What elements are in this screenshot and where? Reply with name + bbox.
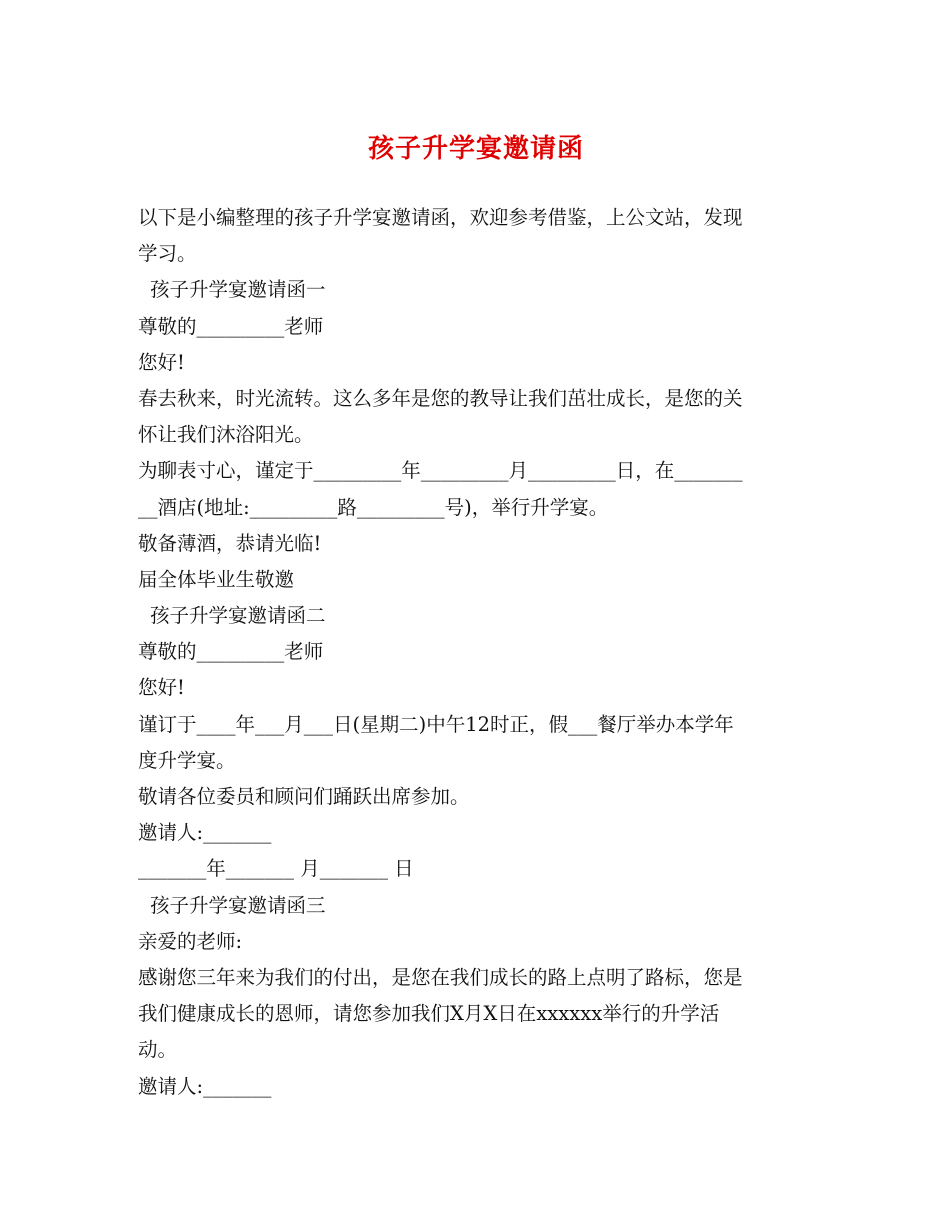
- salutation-line: 亲爱的老师:: [138, 929, 243, 953]
- section-heading: 孩子升学宴邀请函三: [150, 893, 326, 917]
- section-heading: 孩子升学宴邀请函二: [150, 604, 326, 628]
- inviter-line: 邀请人:_______: [138, 821, 272, 845]
- document-title: 孩子升学宴邀请函: [367, 134, 584, 164]
- paragraph-line: 敬请各位委员和顾问们踊跃出席参加。: [138, 785, 470, 808]
- paragraph-line: 度升学宴。: [138, 748, 236, 772]
- paragraph-line: __酒店(地址:_________路_________号)，举行升学宴。: [138, 495, 609, 519]
- section-heading: 孩子升学宴邀请函一: [150, 278, 326, 302]
- greeting-line: 您好!: [138, 350, 185, 374]
- paragraph-line: 怀让我们沐浴阳光。: [138, 423, 314, 447]
- signature-line: 届全体毕业生敬邀: [138, 567, 295, 591]
- date-line: _______年_______ 月_______ 日: [138, 857, 414, 881]
- paragraph-line: 敬备薄酒，恭请光临!: [138, 531, 322, 555]
- paragraph-line: 以下是小编整理的孩子升学宴邀请函，欢迎参考借鉴，上公文站，发现: [138, 206, 743, 229]
- paragraph-line: 为聊表寸心，谨定于_________年_________月_________日，在_______: [138, 459, 743, 483]
- salutation-line: 尊敬的_________老师: [138, 314, 324, 338]
- paragraph-line: 春去秋来，时光流转。这么多年是您的教导让我们茁壮成长，是您的关: [138, 386, 743, 410]
- paragraph-line: 我们健康成长的恩师，请您参加我们X月X日在xxxxxx举行的升学活: [138, 1002, 720, 1026]
- document-body: [138, 200, 814, 1105]
- paragraph-line: 学习。: [138, 242, 197, 266]
- inviter-line: 邀请人:_______: [138, 1074, 272, 1098]
- paragraph-line: 感谢您三年来为我们的付出，是您在我们成长的路上点明了路标，您是: [138, 965, 743, 989]
- salutation-line: 尊敬的_________老师: [138, 640, 324, 664]
- paragraph-line: 谨订于____年___月___日(星期二)中午12时正，假___餐厅举办本学年: [138, 712, 734, 736]
- greeting-line: 您好!: [138, 676, 185, 700]
- paragraph-line: 动。: [138, 1038, 178, 1062]
